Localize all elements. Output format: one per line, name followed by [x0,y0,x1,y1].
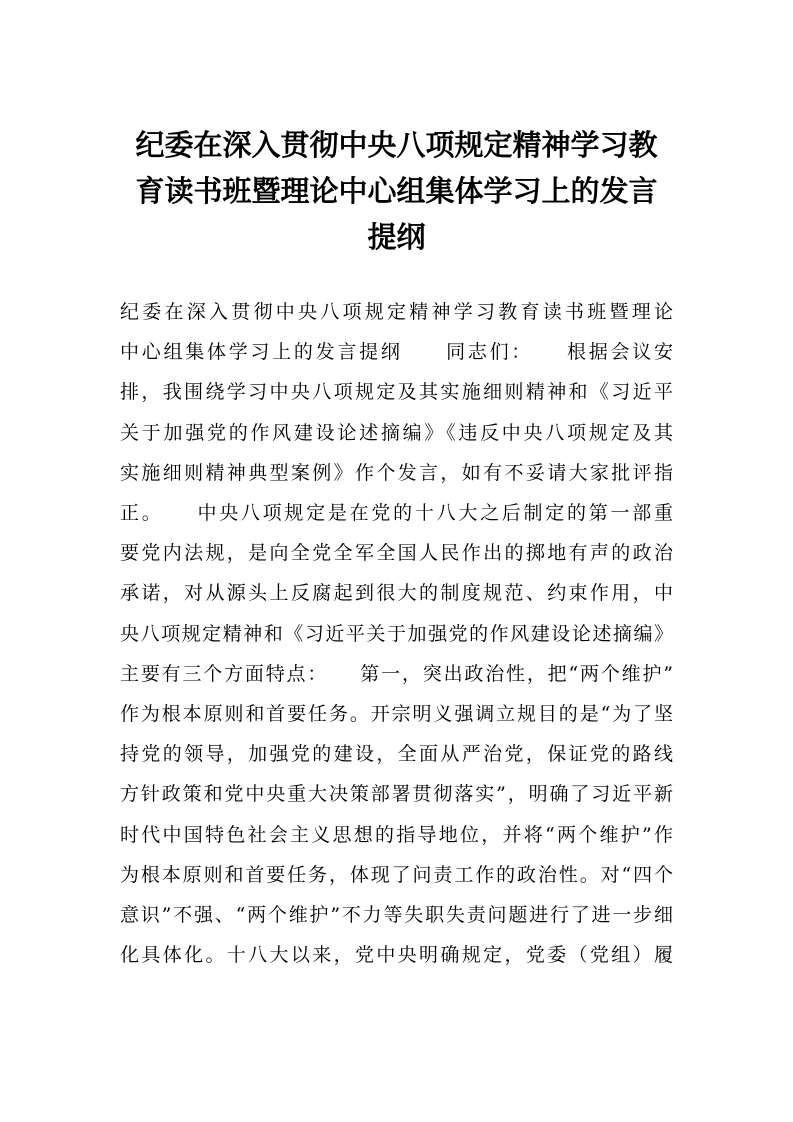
body-line: 排，我围绕学习中央八项规定及其实施细则精神和《习近平 [120,381,673,404]
body-line: 作为根本原则和首要任务。开宗明义强调立规目的是“为了坚 [120,703,673,726]
body-line: 主要有三个方面特点： 第一，突出政治性，把“两个维护” [120,662,673,685]
body-line: 意识”不强、“两个维护”不力等失职失责问题进行了进一步细 [120,904,673,927]
body-line: 持党的领导，加强党的建设，全面从严治党，保证党的路线 [120,743,673,766]
title-line: 提纲 [367,220,426,254]
title-line: 育读书班暨理论中心组集体学习上的发言 [135,174,658,208]
body-line: 方针政策和党中央重大决策部署贯彻落实”，明确了习近平新 [120,783,673,806]
body-line: 正。 中央八项规定是在党的十八大之后制定的第一部重 [120,502,673,525]
body-line: 央八项规定精神和《习近平关于加强党的作风建设论述摘编》 [120,622,673,645]
body-line: 为根本原则和首要任务，体现了问责工作的政治性。对“四个 [120,863,673,886]
body-line: 要党内法规，是向全党全军全国人民作出的掷地有声的政治 [120,542,673,565]
body-line: 实施细则精神典型案例》作个发言，如有不妥请大家批评指 [120,461,673,484]
title-line: 纪委在深入贯彻中央八项规定精神学习教 [135,128,658,162]
body-line: 关于加强党的作风建设论述摘编》《违反中央八项规定及其 [120,421,673,444]
body-line: 纪委在深入贯彻中央八项规定精神学习教育读书班暨理论 [120,301,673,323]
document-title [120,122,673,260]
document-body [120,292,673,975]
body-line: 时代中国特色社会主义思想的指导地位，并将“两个维护”作 [120,823,673,846]
body-line: 中心组集体学习上的发言提纲 同志们： 根据会议安 [120,341,673,364]
body-line: 承诺，对从源头上反腐起到很大的制度规范、约束作用，中 [120,582,673,605]
body-line: 化具体化。十八大以来，党中央明确规定，党委（党组）履 [120,944,673,967]
